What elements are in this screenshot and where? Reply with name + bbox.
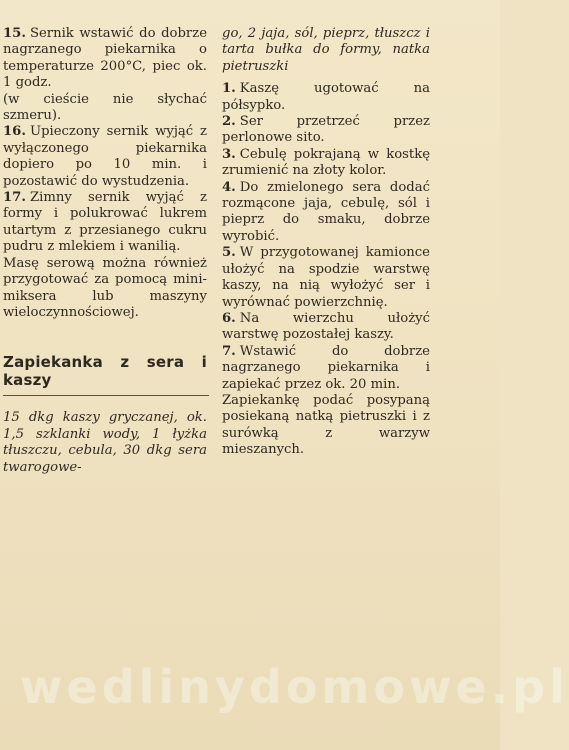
step-text: Do zmielonego sera dodać rozmącone jaja, cebulę, sól i pieprz do smaku, dobrze wyrobić. bbox=[222, 179, 430, 244]
step-1 bbox=[222, 81, 430, 114]
right-column bbox=[222, 26, 430, 459]
recipe-title: Zapiekanka z sera i kaszy bbox=[3, 353, 207, 390]
tip-paragraph bbox=[3, 256, 207, 322]
note-text bbox=[3, 92, 207, 125]
step-number: 5. bbox=[222, 245, 236, 261]
step-7 bbox=[222, 344, 430, 393]
step-3 bbox=[222, 147, 430, 180]
step-number: 16. bbox=[3, 124, 26, 140]
step-number: 15. bbox=[3, 26, 26, 41]
steps-list bbox=[222, 81, 430, 393]
note-paren: (w cieście nie słychać szmeru). bbox=[3, 91, 207, 124]
step-text: Upieczony sernik wyjąć z wyłączonego piekarnika dopiero po 10 min. i pozostawić do wystudzenia. bbox=[3, 124, 207, 189]
ingredients-end: go, 2 jaja, sól, pieprz, tłuszcz i tarta bułka do formy, natka pietruszki bbox=[222, 26, 430, 74]
left-column bbox=[3, 26, 207, 476]
step-number: 4. bbox=[222, 179, 236, 195]
title-divider bbox=[3, 395, 209, 396]
step-number: 6. bbox=[222, 310, 236, 326]
step-text: Sernik wstawić do dobrze nagrzanego piekarnika o temperaturze 200°C, piec ok. 1 godz. bbox=[3, 26, 207, 91]
step-text: Cebulę pokrajaną w kostkę zrumienić na złoty kolor. bbox=[222, 146, 430, 179]
step-15 bbox=[3, 26, 207, 92]
step-text: Kaszę ugotować na półsypko. bbox=[222, 81, 430, 113]
step-17 bbox=[3, 190, 207, 256]
step-number: 17. bbox=[3, 190, 26, 206]
tip-text: Masę serową można również przygotować za pomocą mini-miksera lub maszyny wieloczynnościowej. bbox=[3, 255, 207, 320]
step-4 bbox=[222, 180, 430, 246]
ingredients-start: 15 dkg kaszy gryczanej, ok. 1,5 szklanki wody, 1 łyżka tłuszczu, cebula, 30 dkg sera twarogowe- bbox=[3, 410, 207, 475]
step-6 bbox=[222, 311, 430, 344]
step-text: Ser przetrzeć przez perlonowe sito. bbox=[222, 114, 430, 146]
step-number: 2. bbox=[222, 114, 236, 130]
watermark: wedlinydomowe.pl bbox=[20, 660, 569, 714]
step-number: 1. bbox=[222, 81, 236, 97]
step-text: Zimny sernik wyjąć z formy i polukrować lukrem utartym z przesianego cukru pudru z mlekiem i wanilią. bbox=[3, 190, 207, 255]
step-number: 7. bbox=[222, 343, 236, 359]
step-2 bbox=[222, 114, 430, 147]
step-number: 3. bbox=[222, 146, 236, 162]
step-16 bbox=[3, 124, 207, 190]
step-text: Na wierzchu ułożyć warstwę pozostałej kaszy. bbox=[222, 310, 430, 343]
step-text: Wstawić do dobrze nagrzanego piekarnika i zapiekać przez ok. 20 min. bbox=[222, 343, 430, 392]
step-5 bbox=[222, 245, 430, 311]
step-text: W przygotowanej kamionce ułożyć na spodzie warstwę kaszy, na nią wyłożyć ser i wyrównać powierzchnię. bbox=[222, 245, 430, 310]
serving-note: Zapiekankę podać posypaną posiekaną natką pietruszki i z surówką z warzyw mieszanych. bbox=[222, 392, 430, 458]
